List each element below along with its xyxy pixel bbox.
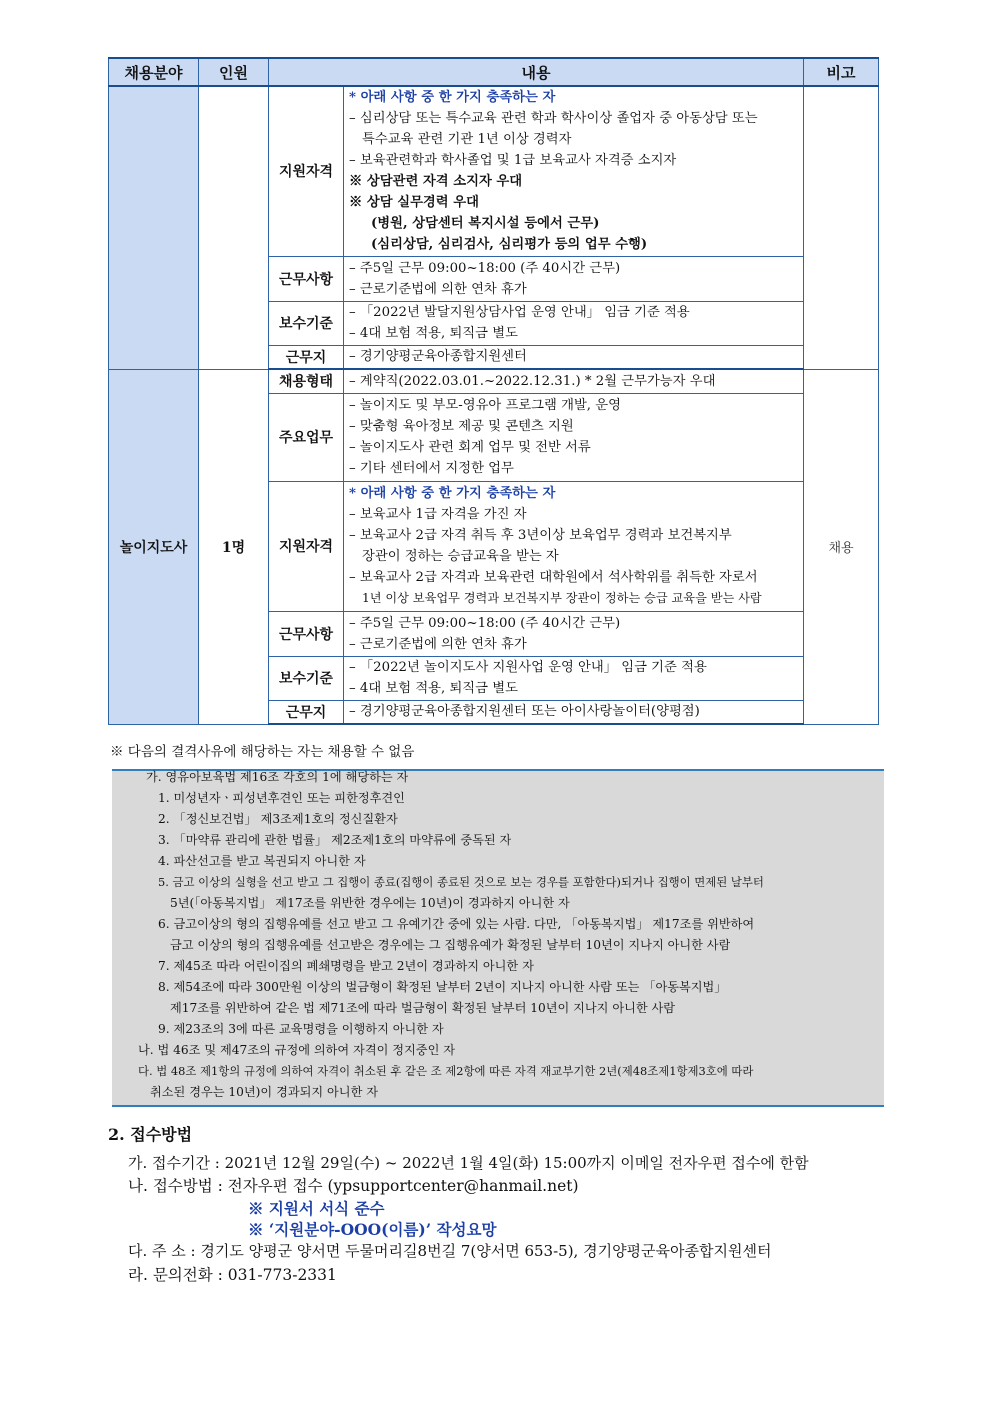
content-line: – 심리상담 또는 특수교육 관련 학과 학사이상 졸업자 중 아동상담 또는 bbox=[349, 111, 758, 127]
table-header-row bbox=[109, 58, 879, 86]
note-cell: 채용 bbox=[804, 369, 879, 724]
table-row bbox=[109, 369, 879, 393]
section-label: 지원자격 bbox=[269, 481, 344, 611]
application-method: 나. 접수방법 : 전자우편 접수 (ypsupportcenter@hanmail.net) bbox=[128, 1177, 579, 1195]
list-item: 4. 파산선고를 받고 복권되지 아니한 자 bbox=[158, 854, 366, 868]
content-line: – 4대 보험 적용, 퇴직금 별도 bbox=[349, 681, 518, 696]
header-content: 내용 bbox=[269, 58, 804, 86]
content-line: – 맞춤형 육아정보 제공 및 콘텐츠 지원 bbox=[349, 419, 574, 434]
content-line: – 놀이지도사 관련 회계 업무 및 전반 서류 bbox=[349, 440, 591, 455]
list-item: 5. 금고 이상의 실형을 선고 받고 그 집행이 종료(집행이 종료된 것으로 보는 경우를 포함한다)되거나 집행이 면제된 날부터 bbox=[158, 875, 764, 889]
section-content bbox=[344, 481, 804, 611]
content-line: – 주5일 근무 09:00~18:00 (주 40시간 근무) bbox=[349, 260, 621, 276]
content-line: * 아래 사항 중 한 가지 충족하는 자 bbox=[349, 90, 556, 106]
field-cell: 놀이지도사 bbox=[109, 369, 199, 724]
list-item: 7. 제45조 따라 어린이집의 폐쇄명령을 받고 2년이 경과하지 아니한 자 bbox=[158, 959, 534, 973]
content-line: – 경기양평군육아종합지원센터 bbox=[349, 349, 527, 365]
form-note: ※ 지원서 서식 준수 bbox=[248, 1199, 385, 1218]
note-cell bbox=[804, 86, 879, 369]
content-line: (병원, 상담센터 복지시설 등에서 근무) bbox=[371, 216, 600, 232]
content-line: – 계약직(2022.03.01.~2022.12.31.) * 2월 근무가능자 우대 bbox=[349, 373, 716, 389]
list-item: 3. 「마약류 관리에 관한 법률」 제2조제1호의 마약류에 중독된 자 bbox=[158, 833, 512, 847]
section-label: 근무사항 bbox=[269, 611, 344, 656]
content-line: – 경기양평군육아종합지원센터 또는 아이사랑놀이터(양평점) bbox=[349, 704, 700, 720]
content-line: ※ 상담 실무경력 우대 bbox=[349, 195, 479, 211]
content-line: – 「2022년 발달지원상담사업 운영 안내」 임금 기준 적용 bbox=[349, 305, 690, 320]
section-content bbox=[344, 86, 804, 256]
list-item: 6. 금고이상의 형의 집행유예를 선고 받고 그 유예기간 중에 있는 사람. 다만, 「아동복지법」 제17조를 위반하여 bbox=[158, 917, 755, 931]
list-item: 다. 법 48조 제1항의 규정에 의하여 자격이 취소된 후 같은 조 제2항에 따른 자격 재교부기한 2년(제48조제1항제3호에 따라 bbox=[138, 1064, 754, 1078]
table-row bbox=[109, 86, 879, 256]
content-line: – 4대 보험 적용, 퇴직금 별도 bbox=[349, 326, 518, 341]
section-content bbox=[344, 256, 804, 301]
list-item: 8. 제54조에 따라 300만원 이상의 벌금형이 확정된 날부터 2년이 지나지 아니한 사람 또는 「아동복지법」 bbox=[158, 980, 727, 994]
disqualification-notice: ※ 다음의 결격사유에 해당하는 자는 채용할 수 없음 bbox=[110, 744, 415, 760]
count-cell: 1명 bbox=[199, 369, 269, 724]
content-line: – 보육교사 2급 자격과 보육관련 대학원에서 석사학위를 취득한 자로서 bbox=[349, 570, 758, 585]
content-line: – 「2022년 놀이지도사 지원사업 운영 안내」 임금 기준 적용 bbox=[349, 660, 707, 675]
section-label: 주요업무 bbox=[269, 393, 344, 481]
list-item: 가. 영유아보육법 제16조 각호의 1에 해당하는 자 bbox=[146, 770, 409, 784]
section-label: 채용형태 bbox=[269, 369, 344, 393]
content-line: – 근로기준법에 의한 연차 휴가 bbox=[349, 281, 527, 297]
list-item: 제17조를 위반하여 같은 법 제71조에 따라 벌금형이 확정된 날부터 10년이 지나지 아니한 사람 bbox=[170, 1001, 676, 1015]
content-line: – 근로기준법에 의한 연차 휴가 bbox=[349, 636, 527, 652]
section-content bbox=[344, 345, 804, 369]
list-item: 나. 법 46조 및 제47조의 규정에 의하여 자격이 정지중인 자 bbox=[138, 1043, 455, 1057]
section-label: 근무사항 bbox=[269, 256, 344, 301]
application-note bbox=[248, 1197, 385, 1219]
content-line: – 보육교사 1급 자격을 가진 자 bbox=[349, 507, 527, 522]
section-title: 2. 접수방법 bbox=[108, 1125, 193, 1144]
content-line: – 보육관련학과 학사졸업 및 1급 보육교사 자격증 소지자 bbox=[349, 153, 677, 169]
section-content bbox=[344, 301, 804, 345]
filename-note: ※ ‘지원분야-OOO(이름)’ 작성요망 bbox=[248, 1220, 497, 1239]
count-cell bbox=[199, 86, 269, 369]
list-item: 1. 미성년자ㆍ피성년후견인 또는 피한정후견인 bbox=[158, 791, 405, 805]
content-line: 특수교육 관련 기관 1년 이상 경력자 bbox=[362, 132, 572, 148]
content-line: ※ 상담관련 자격 소지자 우대 bbox=[349, 174, 523, 190]
application-phone: 라. 문의전화 : 031-773-2331 bbox=[128, 1266, 337, 1284]
disqualification-box bbox=[112, 769, 884, 1107]
content-line: 장관이 정하는 승급교육을 받는 자 bbox=[362, 549, 559, 564]
application-note bbox=[248, 1218, 496, 1240]
section-content bbox=[344, 611, 804, 656]
section-content bbox=[344, 656, 804, 700]
list-item: 9. 제23조의 3에 따른 교육명령을 이행하지 아니한 자 bbox=[158, 1022, 444, 1036]
content-line: – 주5일 근무 09:00~18:00 (주 40시간 근무) bbox=[349, 615, 621, 631]
content-line: * 아래 사항 중 한 가지 충족하는 자 bbox=[349, 486, 556, 501]
list-item: 취소된 경우는 10년)이 경과되지 아니한 자 bbox=[150, 1085, 379, 1099]
header-count: 인원 bbox=[199, 58, 269, 86]
section-label: 지원자격 bbox=[269, 86, 344, 256]
content-line: (심리상담, 심리검사, 심리평가 등의 업무 수행) bbox=[371, 237, 648, 253]
list-item: 금고 이상의 형의 집행유예를 선고받은 경우에는 그 집행유예가 확정된 날부터 10년이 지나지 아니한 사람 bbox=[170, 938, 731, 952]
header-field: 채용분야 bbox=[109, 58, 199, 86]
field-cell bbox=[109, 86, 199, 369]
application-period: 가. 접수기간 : 2021년 12월 29일(수) ~ 2022년 1월 4일(화) 15:00까지 이메일 전자우편 접수에 한함 bbox=[128, 1154, 809, 1172]
section-label: 근무지 bbox=[269, 345, 344, 369]
application-address: 다. 주 소 : 경기도 양평군 양서면 두물머리길8번길 7(양서면 653-5), 경기양평군육아종합지원센터 bbox=[128, 1242, 772, 1260]
content-line: 1년 이상 보육업무 경력과 보건복지부 장관이 정하는 승급 교육을 받는 사람 bbox=[362, 591, 762, 605]
content-line: – 보육교사 2급 자격 취득 후 3년이상 보육업무 경력과 보건복지부 bbox=[349, 528, 732, 543]
section-content bbox=[344, 700, 804, 724]
section-content bbox=[344, 393, 804, 481]
content-line: – 놀이지도 및 부모-영유아 프로그램 개발, 운영 bbox=[349, 398, 621, 413]
section-label: 보수기준 bbox=[269, 301, 344, 345]
section-label: 보수기준 bbox=[269, 656, 344, 700]
list-item: 5년(「아동복지법」 제17조를 위반한 경우에는 10년)이 경과하지 아니한 자 bbox=[170, 896, 570, 910]
recruitment-table bbox=[108, 57, 879, 725]
section-content bbox=[344, 369, 804, 393]
header-note: 비고 bbox=[804, 58, 879, 86]
list-item: 2. 「정신보건법」 제3조제1호의 정신질환자 bbox=[158, 812, 398, 826]
content-line: – 기타 센터에서 지정한 업무 bbox=[349, 461, 514, 476]
section-label: 근무지 bbox=[269, 700, 344, 724]
